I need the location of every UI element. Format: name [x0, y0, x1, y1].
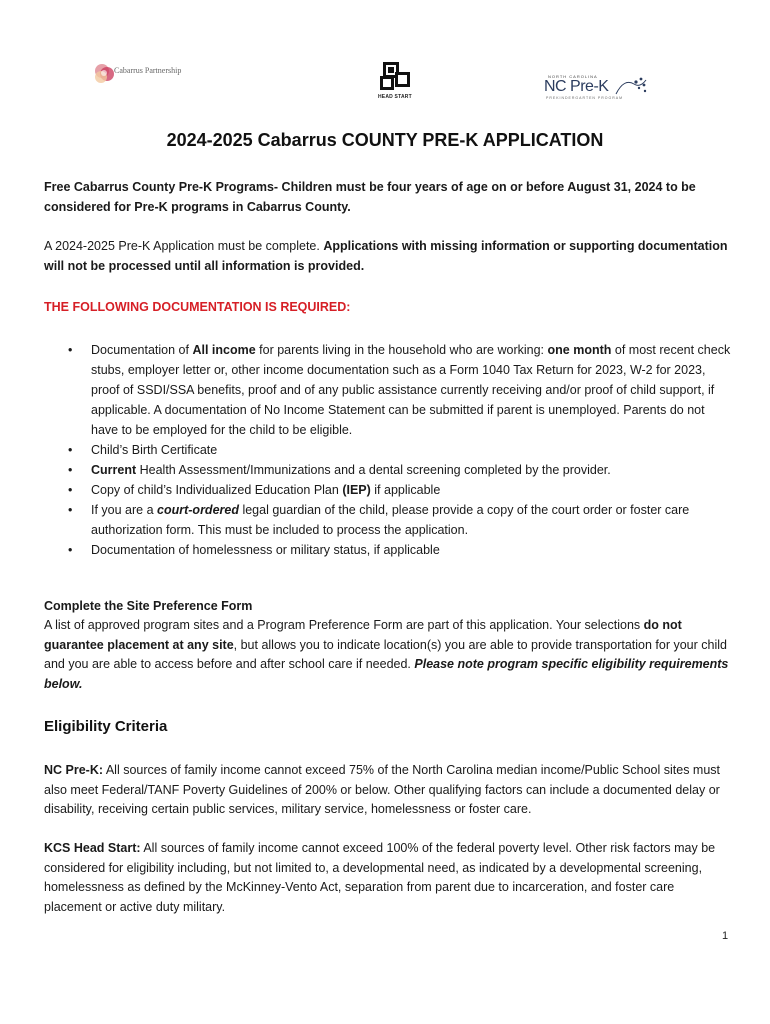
requirement-iep — [44, 480, 734, 500]
req-bold-italic: court-ordered — [157, 503, 239, 517]
bullet: • — [68, 543, 73, 557]
bullet: • — [68, 463, 73, 477]
requirement-health-assessment — [44, 460, 734, 480]
nc-prek-logo-bottom: PREKINDERGARTEN PROGRAM — [546, 96, 623, 100]
site-pref-bold: do not guarantee placement at any site — [44, 618, 682, 652]
complete-notice-text: A 2024-2025 Pre-K Application must be complete. — [44, 239, 324, 253]
bullet: • — [68, 443, 73, 457]
nc-prek-logo — [540, 74, 650, 104]
site-pref-bold-italic: Please note program specific eligibility requirements below. — [44, 657, 729, 691]
requirement-birth-certificate — [44, 440, 734, 460]
requirements-list — [44, 340, 734, 560]
bullet: • — [68, 343, 73, 357]
nc-prek-logo-top: NORTH CAROLINA — [548, 74, 598, 79]
eligibility-text: All sources of family income cannot exceed 100% of the federal poverty level. Other risk factors may be considered for eligibility including, but not limited to, a developmental need, as indicated by a developmental screening, homelessness as defined by the McKinney-Vento Act, separation from parent due to incarceration, and foster care placement or active duty military. — [44, 841, 716, 914]
cabarrus-logo-text: Cabarrus Partnership — [114, 66, 182, 75]
req-bold: one month — [547, 343, 612, 357]
required-documentation-heading: THE FOLLOWING DOCUMENTATION IS REQUIRED: — [44, 300, 351, 314]
eligibility-heading: Eligibility Criteria — [44, 718, 168, 735]
site-preference-heading: Complete the Site Preference Form — [44, 599, 253, 613]
site-pref-text: , but allows you to indicate location(s) you are able to provide transportation for your child and you are able to access before and after school care if needed. — [44, 637, 727, 671]
nc-prek-stars-icon — [614, 76, 648, 98]
req-text: Copy of child’s Individualized Education Plan — [91, 483, 343, 497]
site-preference-paragraph — [44, 616, 734, 694]
bullet: • — [68, 483, 73, 497]
req-bold: Current — [91, 463, 137, 477]
requirement-homelessness-military — [44, 540, 734, 560]
head-start-blocks-icon — [378, 58, 414, 94]
req-text: if applicable — [370, 483, 441, 497]
eligibility-text: All sources of family income cannot exceed 75% of the North Carolina median income/Public School sites must also meet Federal/TANF Poverty Guidelines of 200% or below. Other qualifying factors can include a documented delay or disability, receiving certain public services, military service, homelessness or foster care. — [44, 763, 721, 816]
req-text: Documentation of — [91, 343, 193, 357]
nc-prek-logo-main: NC Pre-K — [544, 78, 609, 95]
bullet: • — [68, 503, 73, 517]
head-start-logo — [378, 58, 416, 104]
eligibility-head-start — [44, 839, 734, 917]
eligibility-label: NC Pre-K: — [44, 763, 104, 777]
eligibility-label: KCS Head Start: — [44, 841, 141, 855]
req-text: for parents living in the household who are working: — [255, 343, 548, 357]
requirement-court-order — [44, 500, 734, 540]
intro-age-requirement: Free Cabarrus County Pre-K Programs- Children must be four years of age on or before August 31, 2024 to be considered for Pre-K programs in Cabarrus County. — [44, 180, 696, 214]
page-number: 1 — [722, 930, 729, 942]
requirement-income — [44, 340, 734, 440]
req-text: Documentation of homelessness or military status, if applicable — [91, 543, 440, 557]
req-text: Child’s Birth Certificate — [91, 443, 218, 457]
req-bold: (IEP) — [342, 483, 371, 497]
site-pref-text: A list of approved program sites and a Program Preference Form are part of this application. Your selections — [44, 618, 644, 632]
req-text: legal guardian of the child, please provide a copy of the court order or foster care authorization form. This must be included to process the application. — [91, 503, 690, 537]
complete-notice-bold: Applications with missing information or supporting documentation will not be processed until all information is provided. — [44, 239, 728, 273]
cabarrus-partnership-icon — [90, 60, 120, 90]
req-text: of most recent check stubs, employer letter or, other income documentation such as a Form 1040 Tax Return for 2023, W-2 for 2023, proof of SSDI/SSA benefits, proof and of any public assistance currently receiving and/or proof of child support, if applicable. A documentation of No Income Statement can be submitted if parent is unemployed. Parents do not have to be employed for the child to be eligible. — [91, 343, 731, 437]
req-bold: All income — [192, 343, 256, 357]
req-text: Health Assessment/Immunizations and a dental screening completed by the provider. — [136, 463, 611, 477]
document-title: 2024-2025 Cabarrus COUNTY PRE-K APPLICATION — [166, 130, 604, 150]
eligibility-nc-prek — [44, 761, 734, 820]
req-text: If you are a — [91, 503, 158, 517]
head-start-logo-text: HEAD START — [378, 94, 412, 100]
cabarrus-partnership-logo — [90, 58, 200, 92]
complete-application-notice — [44, 237, 734, 276]
